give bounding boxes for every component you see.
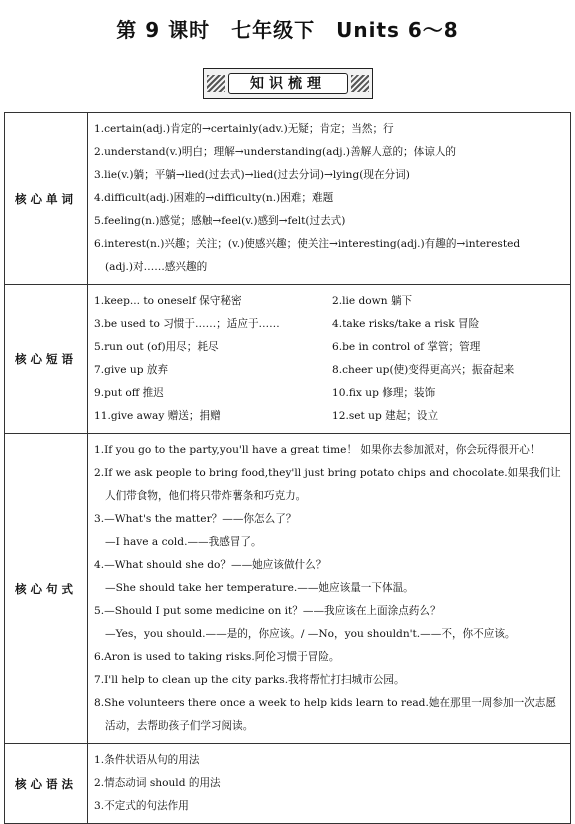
phrase-item: 6.be in control of 掌管；管理 bbox=[332, 341, 481, 353]
phrase-item: 2.lie down 躺下 bbox=[332, 295, 413, 307]
phrase-item: 12.set up 建起；设立 bbox=[332, 410, 439, 422]
sentence-line: 2.If we ask people to bring food,they'll just bring potato chips and chocolate.如果我们让 bbox=[94, 467, 561, 479]
sentence-line: 人们带食物，他们将只带炸薯条和巧克力。 bbox=[105, 490, 307, 502]
phrases-content bbox=[88, 285, 571, 434]
sentence-line: —I have a cold.——我感冒了。 bbox=[105, 536, 262, 548]
sentence-line: 1.If you go to the party,you'll have a great time！ 如果你去参加派对，你会玩得很开心！ bbox=[94, 444, 541, 456]
vocab-line: (adj.)对……感兴趣的 bbox=[105, 261, 208, 273]
grammar-line: 2.情态动词 should 的用法 bbox=[94, 777, 221, 789]
banner-stripe-left bbox=[207, 75, 225, 92]
phrase-item: 3.be used to 习惯于……；适应于…… bbox=[94, 318, 280, 330]
phrase-item: 7.give up 放弃 bbox=[94, 364, 169, 376]
banner-stripe-right bbox=[351, 75, 369, 92]
vocab-line: 6.interest(n.)兴趣；关注；(v.)使感兴趣；使关注→interesting(adj.)有趣的→interested bbox=[94, 238, 521, 250]
phrase-item: 1.keep... to oneself 保守秘密 bbox=[94, 295, 242, 307]
phrase-item: 10.fix up 修理；装饰 bbox=[332, 387, 436, 399]
sentences-row bbox=[5, 434, 571, 744]
sentences-content bbox=[88, 434, 571, 744]
grammar-row bbox=[5, 744, 571, 824]
grammar-label: 核心语法 bbox=[5, 744, 88, 824]
vocab-content bbox=[88, 113, 571, 285]
sentence-line: 3.—What's the matter？——你怎么了？ bbox=[94, 513, 297, 525]
grammar-line: 1.条件状语从句的用法 bbox=[94, 754, 200, 766]
vocab-line: 4.difficult(adj.)困难的→difficulty(n.)困难；难题 bbox=[94, 192, 334, 204]
phrase-item: 9.put off 推迟 bbox=[94, 387, 164, 399]
phrase-item: 8.cheer up(使)变得更高兴；振奋起来 bbox=[332, 364, 515, 376]
phrase-item: 5.run out (of)用尽；耗尽 bbox=[94, 341, 219, 353]
grammar-line: 3.不定式的句法作用 bbox=[94, 800, 189, 812]
vocab-line: 1.certain(adj.)肯定的→certainly(adv.)无疑；肯定；当然；行 bbox=[94, 123, 394, 135]
phrases-label: 核心短语 bbox=[5, 285, 88, 434]
phrase-item: 4.take risks/take a risk 冒险 bbox=[332, 318, 480, 330]
banner-label: 知识梳理 bbox=[228, 73, 348, 94]
vocab-line: 2.understand(v.)明白；理解→understanding(adj.)善解人意的；体谅人的 bbox=[94, 146, 457, 158]
sentences-label: 核心句式 bbox=[5, 434, 88, 744]
phrases-grid bbox=[94, 290, 566, 428]
summary-table bbox=[4, 112, 571, 824]
vocab-line: 5.feeling(n.)感觉；感触→feel(v.)感到→felt(过去式) bbox=[94, 215, 346, 227]
grammar-content bbox=[88, 744, 571, 824]
section-banner bbox=[203, 68, 373, 99]
sentence-line: 8.She volunteers there once a week to help kids learn to read.她在那里一周参加一次志愿 bbox=[94, 697, 556, 709]
vocab-label: 核心单词 bbox=[5, 113, 88, 285]
sentence-line: —Yes，you should.——是的，你应该。/ —No，you shouldn't.——不，你不应该。 bbox=[105, 628, 516, 640]
sentence-line: 活动，去帮助孩子们学习阅读。 bbox=[105, 720, 254, 732]
sentence-line: 6.Aron is used to taking risks.阿伦习惯于冒险。 bbox=[94, 651, 340, 663]
phrases-row bbox=[5, 285, 571, 434]
sentence-line: 4.—What should she do？——她应该做什么？ bbox=[94, 559, 327, 571]
page-title: 第 9 课时 七年级下 Units 6～8 bbox=[116, 18, 459, 42]
phrase-item: 11.give away 赠送；捐赠 bbox=[94, 410, 221, 422]
sentence-line: 5.—Should I put some medicine on it？——我应该在上面涂点药么？ bbox=[94, 605, 441, 617]
sentence-line: —She should take her temperature.——她应该量一下体温。 bbox=[105, 582, 414, 594]
sentence-line: 7.I'll help to clean up the city parks.我将帮忙打扫城市公园。 bbox=[94, 674, 405, 686]
vocab-row bbox=[5, 113, 571, 285]
vocab-line: 3.lie(v.)躺；平躺→lied(过去式)→lied(过去分词)→lying(现在分词) bbox=[94, 169, 410, 181]
